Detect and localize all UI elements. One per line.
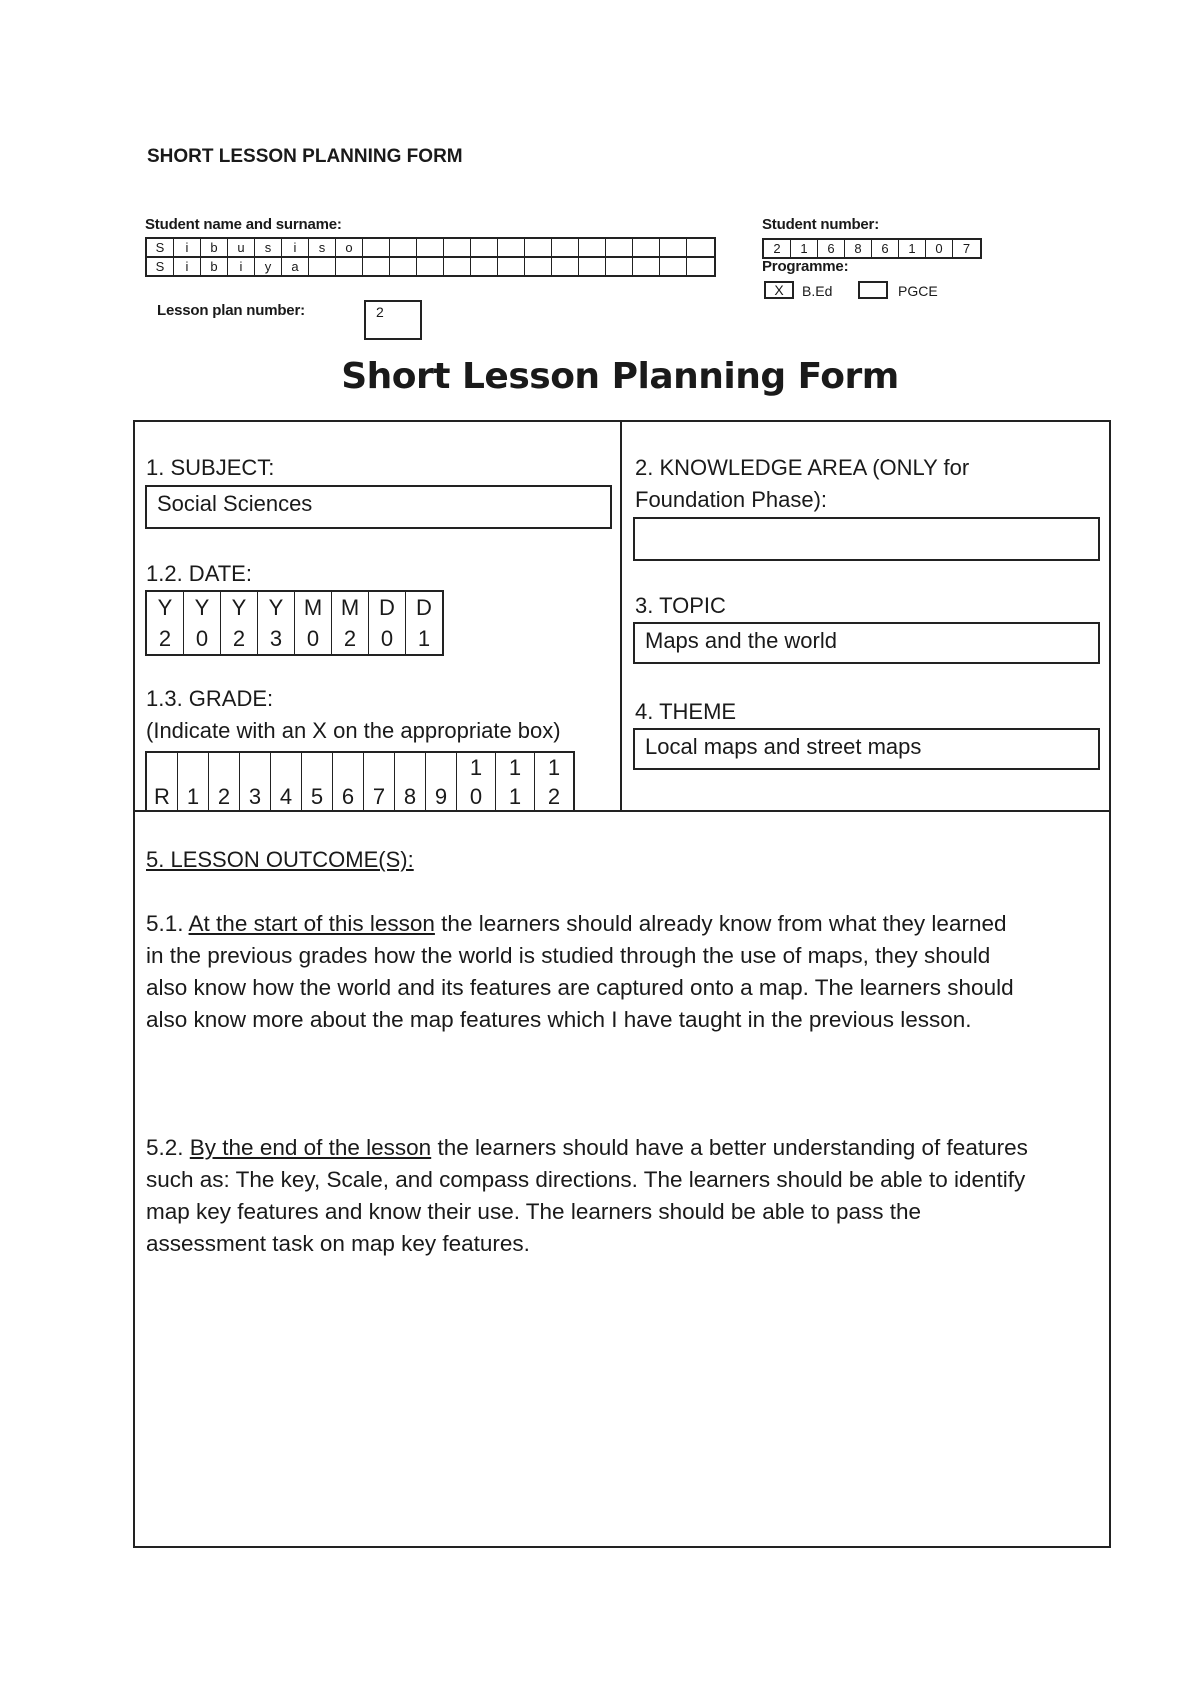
grade-option[interactable] <box>271 753 302 811</box>
grade-option-digit-bottom: 5 <box>310 784 324 809</box>
programme-bed-checkbox[interactable]: X <box>764 281 794 299</box>
programme-bed-label: B.Ed <box>802 283 833 299</box>
outcome-5-1-line-2: in the previous grades how the world is studied through the use of maps, they should <box>146 943 991 968</box>
outcome-5-2-line-1 <box>146 1132 1106 1164</box>
student-name-row-2-cell[interactable]: a <box>282 258 309 275</box>
lesson-outcomes-label: 5. LESSON OUTCOME(S): <box>146 847 414 872</box>
student-name-row-1-cell[interactable]: i <box>282 239 309 256</box>
grade-option[interactable] <box>147 753 178 811</box>
date-column-header: Y <box>194 595 210 620</box>
outcome-5-2-line-4: assessment task on map key features. <box>146 1231 530 1256</box>
grade-option[interactable] <box>395 753 426 811</box>
grade-option[interactable] <box>240 753 271 811</box>
knowledge-area-field[interactable] <box>633 517 1100 561</box>
student-name-row-1-cell[interactable]: s <box>309 239 336 256</box>
student-name-row-2-cell[interactable] <box>525 258 552 275</box>
student-name-row-2-cell[interactable]: i <box>228 258 255 275</box>
programme-pgce-label: PGCE <box>898 283 938 299</box>
outcome-5-1-line-1-text: the learners should already know from what they learned <box>434 911 1007 936</box>
student-name-row-1-cell[interactable] <box>579 239 606 256</box>
date-column[interactable] <box>369 592 406 654</box>
knowledge-area-label-line1: 2. KNOWLEDGE AREA (ONLY for <box>635 455 970 480</box>
grade-option-digit-top: 1 <box>469 755 483 780</box>
grade-option[interactable] <box>178 753 209 811</box>
student-name-row-2-cell[interactable] <box>606 258 633 275</box>
student-name-row-2-cell[interactable]: i <box>174 258 201 275</box>
subject-field[interactable]: Social Sciences <box>145 485 612 529</box>
student-name-label: Student name and surname: <box>145 216 342 233</box>
grade-option[interactable] <box>426 753 457 811</box>
student-name-row-2-cell[interactable] <box>660 258 687 275</box>
grade-option-digit-bottom: 3 <box>248 784 262 809</box>
grade-option[interactable] <box>302 753 333 811</box>
student-name-row-1-cell[interactable] <box>660 239 687 256</box>
student-name-row-1-cell[interactable] <box>471 239 498 256</box>
date-column-value[interactable]: 0 <box>380 626 394 651</box>
student-number-grid[interactable] <box>762 238 982 259</box>
date-column[interactable] <box>295 592 332 654</box>
grade-option[interactable] <box>457 753 496 811</box>
date-column-header: D <box>416 595 432 620</box>
student-name-row-2-cell[interactable] <box>309 258 336 275</box>
student-number-cell[interactable]: 1 <box>791 240 818 257</box>
grade-option-digit-bottom: 4 <box>279 784 293 809</box>
lesson-plan-number-field[interactable]: 2 <box>364 300 422 340</box>
grade-instruction: (Indicate with an X on the appropriate box) <box>146 718 561 743</box>
student-number-cell[interactable]: 0 <box>926 240 953 257</box>
date-column-value[interactable]: 0 <box>195 626 209 651</box>
date-column[interactable] <box>332 592 369 654</box>
student-name-row-1-cell[interactable]: u <box>228 239 255 256</box>
outcome-5-1-emphasis: At the start of this lesson <box>188 911 435 936</box>
page-title: Short Lesson Planning Form <box>341 356 899 397</box>
grade-option-digit-bottom: 6 <box>341 784 355 809</box>
student-name-row-1-cell[interactable] <box>390 239 417 256</box>
outcome-5-1-line-4: also know more about the map features which I have taught in the previous lesson. <box>146 1007 972 1032</box>
date-column-value[interactable]: 0 <box>306 626 320 651</box>
grade-grid[interactable] <box>145 751 575 811</box>
date-column-header: Y <box>157 595 173 620</box>
student-name-row-2-cell[interactable] <box>444 258 471 275</box>
subject-label: 1. SUBJECT: <box>146 455 275 480</box>
grade-option-digit-top: 1 <box>508 755 522 780</box>
date-column[interactable] <box>221 592 258 654</box>
outcome-5-2-line-3: map key features and know their use. The learners should be able to pass the <box>146 1199 922 1224</box>
grade-option[interactable] <box>364 753 395 811</box>
outcome-5-1 <box>146 908 1106 1036</box>
date-label: 1.2. DATE: <box>146 561 252 586</box>
date-column-value[interactable]: 2 <box>158 626 172 651</box>
grade-option-digit-top: 1 <box>547 755 561 780</box>
student-number-cell[interactable]: 8 <box>845 240 872 257</box>
date-column-value[interactable]: 1 <box>417 626 431 651</box>
grade-option-digit-bottom: 8 <box>403 784 417 809</box>
outcome-5-2-line-2: such as: The key, Scale, and compass directions. The learners should be able to identify <box>146 1167 1026 1192</box>
grade-option-digit-bottom: 1 <box>508 784 522 809</box>
grade-option[interactable] <box>496 753 535 811</box>
date-column[interactable] <box>184 592 221 654</box>
date-grid[interactable] <box>145 590 444 656</box>
student-name-row-1-cell[interactable]: i <box>174 239 201 256</box>
outcome-5-2-emphasis: By the end of the lesson <box>189 1135 432 1160</box>
student-name-row-2-cell[interactable] <box>471 258 498 275</box>
date-column-header: M <box>303 595 323 620</box>
student-name-row-2-cell[interactable] <box>363 258 390 275</box>
grade-option-digit-bottom: R <box>154 784 170 809</box>
programme-pgce-checkbox[interactable] <box>858 281 888 299</box>
date-column-value[interactable]: 3 <box>269 626 283 651</box>
student-name-row-1-cell[interactable] <box>525 239 552 256</box>
theme-field[interactable]: Local maps and street maps <box>633 728 1100 770</box>
date-column-header: M <box>340 595 360 620</box>
student-number-cell[interactable]: 1 <box>899 240 926 257</box>
student-name-row-1-cell[interactable]: s <box>255 239 282 256</box>
student-number-row[interactable] <box>762 238 982 259</box>
theme-label: 4. THEME <box>635 699 737 724</box>
student-name-row-1-cell[interactable] <box>633 239 660 256</box>
date-column[interactable] <box>147 592 184 654</box>
grade-option-digit-bottom: 9 <box>434 784 448 809</box>
student-name-row-2-cell[interactable]: b <box>201 258 228 275</box>
grade-option-digit-bottom: 1 <box>186 784 200 809</box>
student-number-cell[interactable]: 6 <box>872 240 899 257</box>
student-name-row-2-cell[interactable]: S <box>147 258 174 275</box>
student-number-cell[interactable]: 6 <box>818 240 845 257</box>
student-name-row-1-cell[interactable] <box>552 239 579 256</box>
student-name-row-2-cell[interactable] <box>687 258 714 275</box>
student-name-row-2[interactable] <box>145 258 716 277</box>
student-name-row-2-cell[interactable] <box>336 258 363 275</box>
grade-option-digit-bottom: 2 <box>547 784 561 809</box>
grade-option-digit-bottom: 2 <box>217 784 231 809</box>
topic-label: 3. TOPIC <box>635 593 726 618</box>
student-name-row-2-cell[interactable] <box>633 258 660 275</box>
student-name-row-2-cell[interactable] <box>417 258 444 275</box>
grade-option[interactable] <box>535 753 573 811</box>
knowledge-area-label-line2: Foundation Phase): <box>635 487 828 512</box>
column-divider <box>620 420 622 812</box>
date-column-value[interactable]: 2 <box>232 626 246 651</box>
student-name-row-1-cell[interactable] <box>363 239 390 256</box>
student-number-cell[interactable]: 7 <box>962 241 971 256</box>
student-number-label: Student number: <box>762 216 879 233</box>
student-name-row-1-cell[interactable] <box>498 239 525 256</box>
student-name-row-1-cell[interactable] <box>606 239 633 256</box>
student-number-cell[interactable]: 2 <box>764 240 791 257</box>
student-name-row-1-cell[interactable] <box>687 239 714 256</box>
date-column[interactable] <box>406 592 442 654</box>
date-column-header: Y <box>231 595 247 620</box>
student-name-row-2-cell[interactable] <box>498 258 525 275</box>
student-name-row-2-cell[interactable]: y <box>255 258 282 275</box>
student-name-row-1-cell[interactable]: o <box>336 239 363 256</box>
date-column-header: Y <box>268 595 284 620</box>
outcome-5-1-number: 5.1. <box>146 911 189 936</box>
form-header-title: SHORT LESSON PLANNING FORM <box>147 146 463 167</box>
programme-label: Programme: <box>762 258 849 275</box>
student-name-row-1-cell[interactable]: b <box>201 239 228 256</box>
grade-option[interactable] <box>333 753 364 811</box>
outcome-5-2-number: 5.2. <box>146 1135 190 1160</box>
outcome-5-1-line-1 <box>146 908 1106 940</box>
date-column[interactable] <box>258 592 295 654</box>
topic-field[interactable]: Maps and the world <box>633 622 1100 664</box>
student-name-row-2-cell[interactable] <box>390 258 417 275</box>
grade-option-digit-bottom: 0 <box>469 784 483 809</box>
student-name-row-1-cell[interactable] <box>444 239 471 256</box>
student-name-row-2-cell[interactable] <box>552 258 579 275</box>
grade-label: 1.3. GRADE: <box>146 686 274 711</box>
grade-option[interactable] <box>209 753 240 811</box>
student-name-row-1-cell[interactable] <box>417 239 444 256</box>
date-column-value[interactable]: 2 <box>343 626 357 651</box>
outcome-5-2-line-1-text: the learners should have a better understanding of features <box>431 1135 1028 1160</box>
date-column-header: D <box>379 595 395 620</box>
lesson-plan-number-label: Lesson plan number: <box>157 302 305 319</box>
student-name-row-2-cell[interactable] <box>579 258 606 275</box>
student-name-row-1[interactable] <box>145 237 716 258</box>
outcome-5-1-line-3: also know how the world and its features are captured onto a map. The learners should <box>146 975 1014 1000</box>
grade-option-digit-bottom: 7 <box>372 784 386 809</box>
outcome-5-2 <box>146 1132 1106 1260</box>
student-name-grid[interactable] <box>145 237 716 277</box>
student-name-row-1-cell[interactable]: S <box>147 239 174 256</box>
